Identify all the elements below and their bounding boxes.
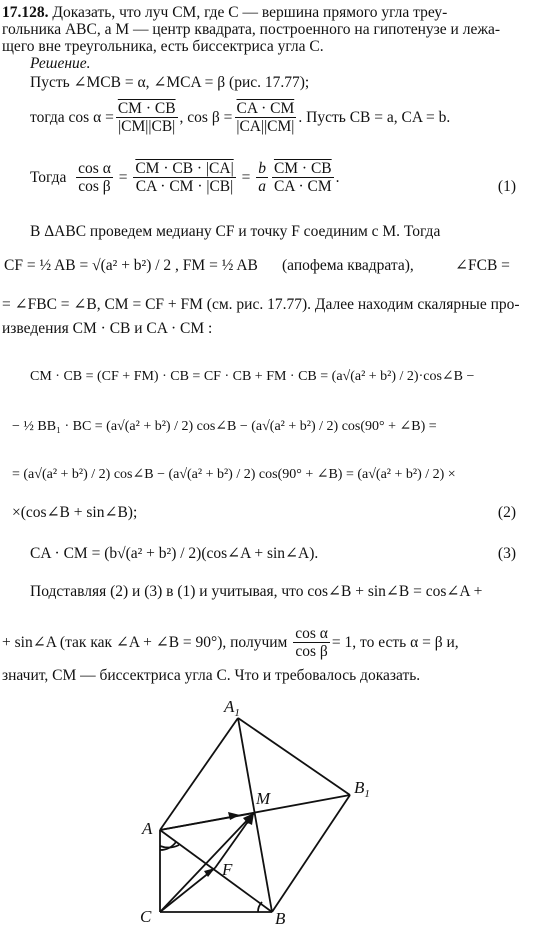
conclusion-ratio	[293, 625, 330, 660]
statement-line-3: щего вне треугольника, есть биссектриса угла C.	[2, 38, 324, 55]
equation-1: Тогда $\frac{\text{cos α}}{\text{cos β}}$ = $\frac{CM \cdot CB \cdot |CA|}{CA \cdot CM \cdot |CB|}$ = $\frac{b}{a}$ $\frac{CM \cdot CB}{CA \cdot CM}$ .	[30, 160, 340, 195]
equation-2-line-4: ×(cos∠B + sin∠B);	[12, 504, 138, 521]
median-line-1: В ΔABC проведем медиану CF и точку F соединим с M. Тогда	[30, 223, 441, 240]
ratio-fraction	[76, 160, 113, 195]
median-line-2b: (апофема квадрата),	[282, 257, 414, 274]
label-A1: $A_1$	[224, 697, 240, 719]
label-B: B	[275, 909, 286, 926]
eq1-mid-den: CA · CM · |CB|	[135, 178, 234, 195]
angle-arc-B	[258, 902, 262, 912]
median-line-3: = ∠FBC = ∠B, CM = CF + FM (см. рис. 17.77). Далее находим скалярные про-	[2, 296, 520, 313]
median-line-4: изведения CM · CB и CA · CM :	[2, 320, 213, 337]
equation-1-number: (1)	[497, 178, 516, 195]
angle-arc-A-2	[160, 845, 179, 847]
let-line: Пусть ∠MCB = α, ∠MCA = β (рис. 17.77);	[30, 74, 310, 91]
edge-A1-B1	[238, 718, 350, 795]
median-line-2c: ∠FCB =	[455, 257, 510, 274]
cos-alpha-den: |CM||CB|	[118, 118, 176, 135]
label-F: F	[222, 860, 233, 879]
cos-alpha-num: CM · CB	[117, 100, 176, 117]
conclusion-line-2	[2, 625, 459, 660]
conclusion-ratio-num: cos α	[295, 625, 328, 642]
label-B1: $B_1$	[354, 778, 370, 800]
conclusion-line-2b: = 1, то есть α = β и,	[331, 633, 459, 651]
label-C: C	[140, 907, 152, 926]
conclusion-line-3: значит, CM — биссектриса угла C. Что и требовалось доказать.	[2, 667, 421, 684]
edge-A-A1	[160, 718, 238, 830]
cos-beta-prefix: , cos β =	[179, 108, 233, 126]
equation-3: CA · CM = (b√(a² + b²) / 2)(cos∠A + sin∠A).	[30, 545, 319, 562]
statement-line-1: Доказать, что луч CM, где C — вершина прямого угла треу-	[52, 4, 448, 21]
eq1-right-den: CA · CM	[273, 178, 332, 195]
eq1-right-fraction	[272, 160, 334, 195]
median-line-2a: CF = ½ AB = √(a² + b²) / 2 , FM = ½ AB	[4, 257, 258, 274]
cos-beta-num: CA · CM	[236, 100, 295, 117]
ratio-num: cos α	[78, 160, 111, 177]
label-M: M	[256, 789, 271, 808]
cos-alpha-fraction	[116, 100, 178, 135]
equation-3-number: (3)	[497, 545, 516, 562]
cos-beta-den: |CA||CM|	[236, 118, 295, 135]
eq1-ba-fraction	[256, 160, 268, 195]
equation-2-line-1: CM · CB = (CF + FM) · CB = CF · CB + FM · CB = (a√(a² + b²) / 2)·cos∠B −	[30, 369, 475, 384]
tog-prefix: Тогда	[30, 168, 67, 186]
edge-B1-B	[272, 795, 350, 912]
cos-beta-fraction	[234, 100, 296, 135]
equation-2-number: (2)	[497, 504, 516, 521]
then-suffix: . Пусть CB = a, CA = b.	[298, 108, 451, 126]
problem-number: 17.128.	[2, 4, 49, 21]
then-prefix: тогда cos α =	[30, 108, 114, 126]
ratio-den: cos β	[78, 178, 111, 195]
conclusion-ratio-den: cos β	[295, 643, 328, 660]
eq1-a: a	[258, 178, 266, 195]
eq1-mid-num: CM · CB · |CA|	[135, 160, 234, 177]
conclusion-line-1: Подставляя (2) и (3) в (1) и учитывая, что cos∠B + sin∠B = cos∠A +	[30, 583, 483, 600]
equation-2-line-3: = (a√(a² + b²) / 2) cos∠B − (a√(a² + b²) / 2) cos(90° + ∠B) = (a√(a² + b²) / 2) ×	[12, 467, 456, 482]
conclusion-line-2a: + sin∠A (так как ∠A + ∠B = 90°), получим	[2, 633, 288, 651]
problem-header	[2, 4, 447, 22]
eq1-b: b	[258, 160, 266, 177]
eq1-mid-fraction	[133, 160, 235, 195]
statement-line-2: гольника ABC, а M — центр квадрата, построенного на гипотенузе и лежа-	[2, 21, 501, 38]
solution-label: Решение.	[30, 55, 91, 72]
label-A: A	[142, 819, 153, 838]
geometry-figure	[0, 690, 536, 926]
eq1-right-num: CM · CB	[273, 160, 332, 177]
cos-definitions	[30, 100, 450, 135]
equation-2-line-2: − ½ BB₁ · BC = (a√(a² + b²) / 2) cos∠B − (a√(a² + b²) / 2) cos(90° + ∠B) =	[12, 419, 437, 434]
